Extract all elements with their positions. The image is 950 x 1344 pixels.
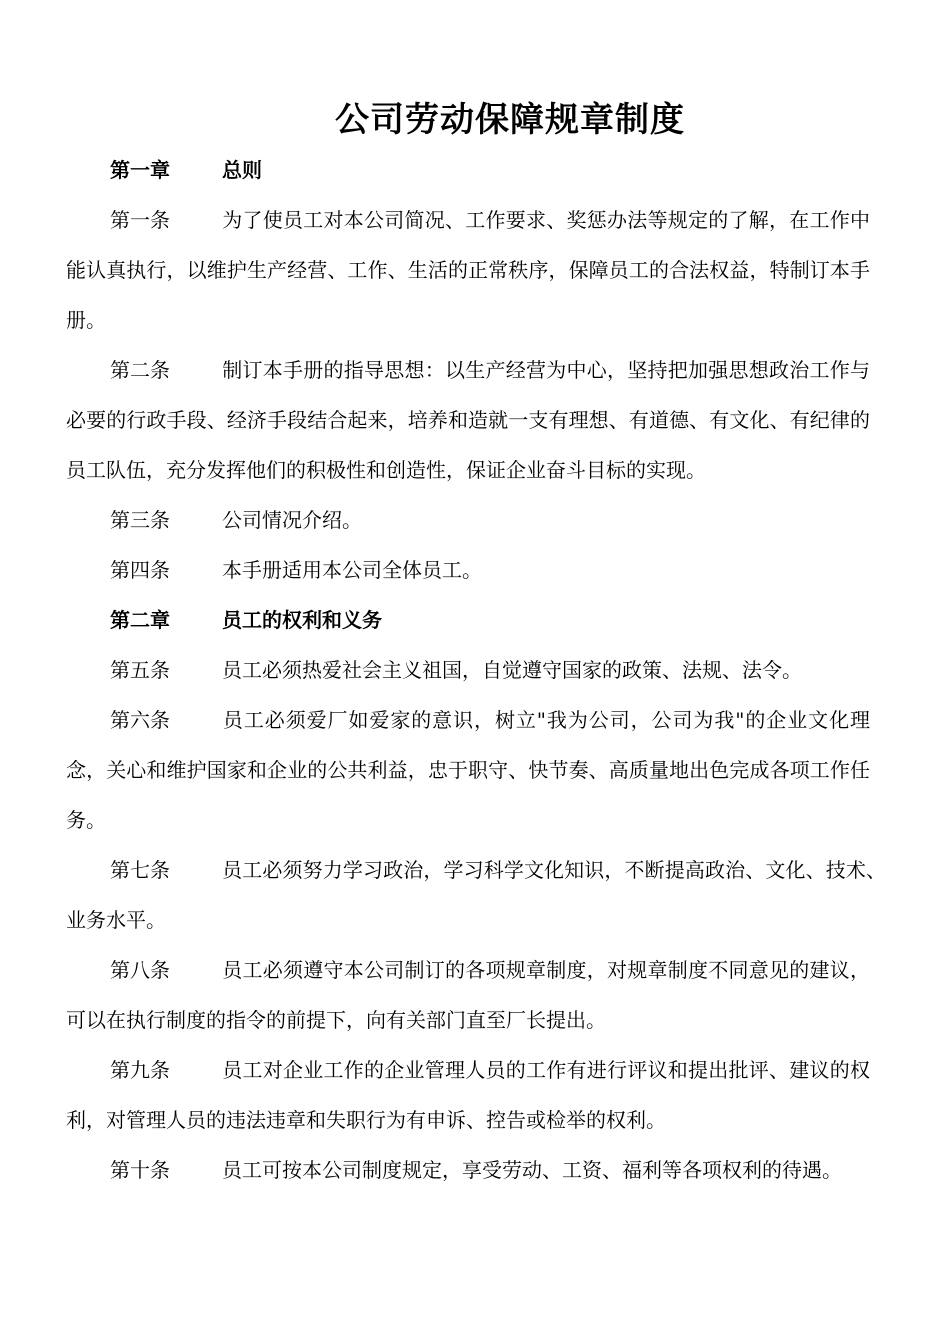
chapter-heading: [66, 595, 870, 645]
chapter-label: 第二章: [110, 608, 170, 632]
article-text: 为了使员工对本公司简况、工作要求、奖惩办法等规定的了解，在工作中能认真执行，以维护生产经营、工作、生活的正常秩序，保障员工的合法权益，特制订本手册。: [66, 208, 870, 332]
article-label: 第三条: [110, 508, 170, 532]
article-paragraph: [66, 845, 886, 945]
article-label: 第五条: [110, 658, 170, 682]
article-label: 第一条: [110, 208, 170, 232]
chapter-title: 总则: [222, 158, 262, 182]
chapter-title: 员工的权利和义务: [222, 608, 382, 632]
article-text: 员工必须遵守本公司制订的各项规章制度，对规章制度不同意见的建议，可以在执行制度的指令的前提下，向有关部门直至厂长提出。: [66, 958, 870, 1032]
article-paragraph: [66, 1145, 870, 1195]
article-label: 第十条: [110, 1158, 170, 1182]
article-label: 第二条: [110, 358, 170, 382]
article-paragraph: [66, 545, 870, 595]
article-text: 员工可按本公司制度规定，享受劳动、工资、福利等各项权利的待遇。: [222, 1158, 842, 1182]
article-paragraph: [66, 345, 870, 495]
document-title: 公司劳动保障规章制度: [335, 100, 685, 140]
article-label: 第四条: [110, 558, 170, 582]
article-paragraph: [66, 1045, 870, 1145]
article-text: 员工必须努力学习政治，学习科学文化知识，不断提高政治、文化、技术、业务水平。: [66, 858, 886, 932]
document-body: [66, 145, 886, 1195]
article-text: 公司情况介绍。: [222, 508, 362, 532]
article-label: 第七条: [110, 858, 170, 882]
chapter-label: 第一章: [110, 158, 170, 182]
article-paragraph: [66, 695, 870, 845]
article-paragraph: [66, 645, 870, 695]
article-text: 制订本手册的指导思想：以生产经营为中心，坚持把加强思想政治工作与必要的行政手段、经济手段结合起来，培养和造就一支有理想、有道德、有文化、有纪律的员工队伍，充分发挥他们的积极性和创造性，保证企业奋斗目标的实现。: [66, 358, 870, 482]
article-label: 第九条: [110, 1058, 170, 1082]
article-label: 第八条: [110, 958, 170, 982]
article-text: 本手册适用本公司全体员工。: [222, 558, 482, 582]
article-text: 员工必须爱厂如爱家的意识，树立"我为公司，公司为我"的企业文化理念，关心和维护国家和企业的公共利益，忠于职守、快节奏、高质量地出色完成各项工作任务。: [66, 708, 870, 832]
chapter-heading: [66, 145, 870, 195]
article-paragraph: [66, 945, 870, 1045]
article-paragraph: [66, 195, 870, 345]
article-paragraph: [66, 495, 870, 545]
article-text: 员工必须热爱社会主义祖国，自觉遵守国家的政策、法规、法令。: [222, 658, 802, 682]
article-text: 员工对企业工作的企业管理人员的工作有进行评议和提出批评、建议的权利，对管理人员的违法违章和失职行为有申诉、控告或检举的权利。: [66, 1058, 870, 1132]
article-label: 第六条: [110, 708, 170, 732]
